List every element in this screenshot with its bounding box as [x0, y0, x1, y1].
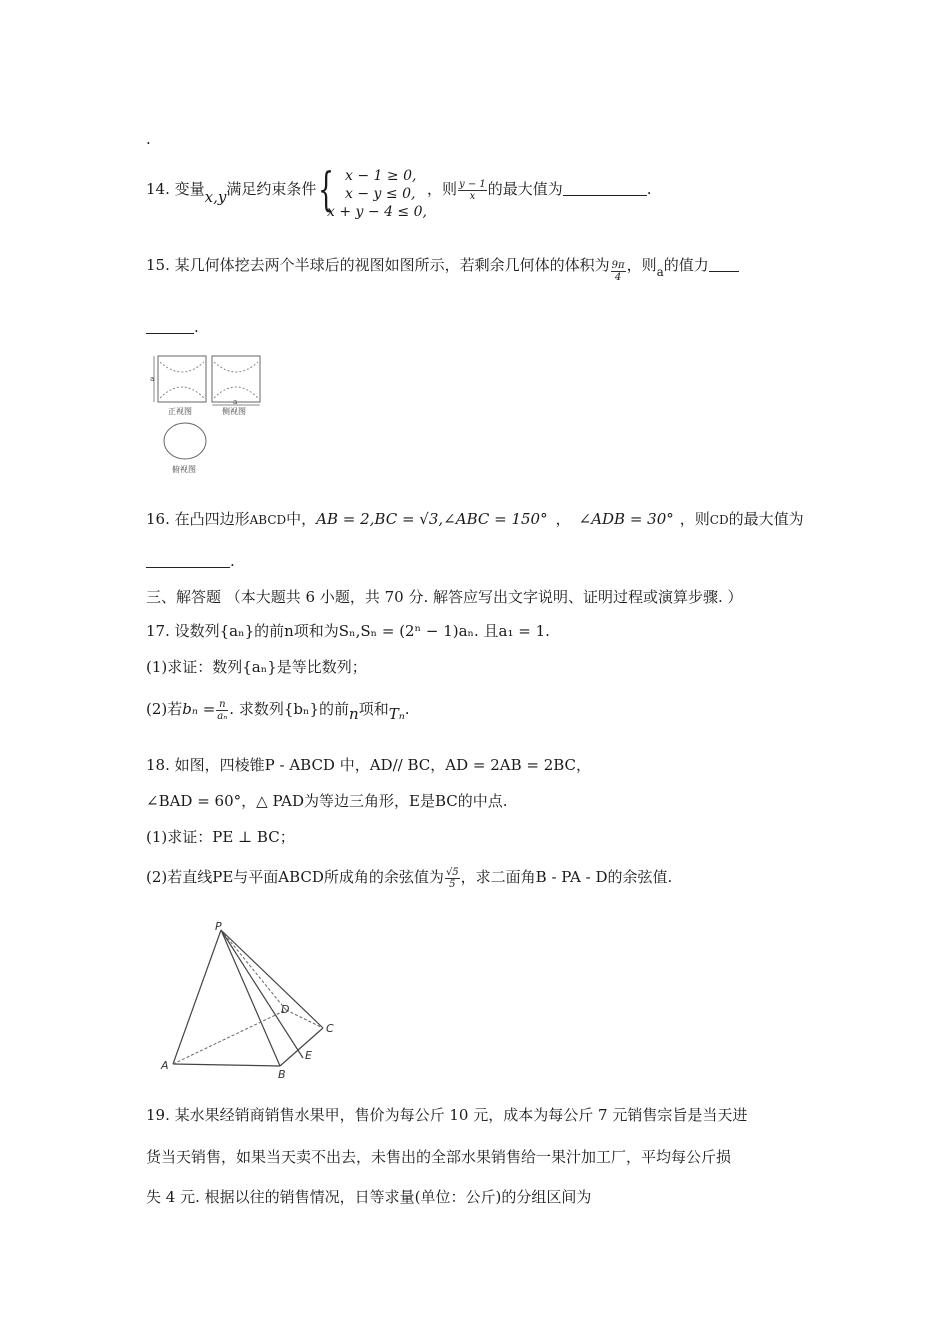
vertex-p-label: P [215, 920, 222, 933]
q14-constraint-2: x − y ≤ 0, [345, 186, 416, 202]
q18-part-2 [146, 866, 672, 890]
q19-line-2: 货当天销售，如果当天卖不出去，未售出的全部水果销售给一果汁加工厂，平均每公斤损 [146, 1148, 732, 1166]
q18-part-1: (1)求证：PE ⊥ BC； [146, 828, 295, 846]
q14-max-label: 的最大值为 [487, 180, 563, 198]
q14-end: . [646, 180, 652, 198]
q18-frac-den: 5 [449, 878, 456, 890]
front-view [150, 356, 206, 416]
q16-end: . [230, 552, 235, 570]
q15-text-3: 的值力 [663, 256, 709, 274]
vertex-d-label: D [281, 1003, 290, 1016]
q16-sep: ， [555, 510, 571, 528]
question-17: 17. 设数列{aₙ}的前n项和为Sₙ,Sₙ = (2ⁿ − 1)aₙ. 且a₁ = 1. [146, 622, 550, 640]
q14-then: ，则 [427, 180, 458, 198]
vertex-c-label: C [326, 1022, 334, 1035]
q17-part-2-c: 项和 [358, 700, 389, 718]
q14-frac-den: x [469, 190, 476, 202]
q17-fraction [216, 699, 228, 722]
q17-frac-num: n [216, 699, 228, 711]
q15-end: . [194, 318, 199, 336]
question-16 [146, 508, 804, 531]
q16-condition: AB = 2,BC = √3,∠ABC = 150° [316, 510, 548, 528]
question-19: 19. 某水果经销商销售水果甲，售价为每公斤 10 元，成本为每公斤 7 元销售宗旨是当天进 [146, 1106, 748, 1124]
q14-answer-blank[interactable] [563, 181, 647, 196]
q15-text-2: ，则 [626, 256, 657, 274]
q14-tail [427, 178, 652, 202]
q16-text-1: 16. 在凸四边形 [146, 510, 250, 528]
q14-vars: x,y [204, 188, 227, 206]
q15-frac-num: 9π [611, 260, 625, 271]
q14-condition-label: 满足约束条件 [226, 180, 317, 198]
q16-text-4: 的最大值为 [728, 510, 804, 528]
q18-part-2-b: ，求二面角B - PA - D的余弦值. [460, 868, 673, 886]
stray-dot: . [146, 130, 151, 148]
q14-brace: { [318, 162, 335, 216]
side-view-label: 侧视图 [222, 407, 246, 416]
q14-fraction [458, 179, 487, 202]
top-view-label: 俯视图 [172, 465, 196, 474]
point-e-label: E [305, 1049, 312, 1062]
q17-bn: bₙ = [182, 700, 216, 718]
front-dim-a: a [150, 375, 155, 383]
side-dim-a: a [233, 398, 238, 406]
q14-constraint-3: x + y − 4 ≤ 0, [327, 204, 427, 220]
q15-answer-blank-b[interactable] [146, 319, 194, 334]
q15-answer-blank-a[interactable] [709, 257, 739, 272]
q16-condition-2: ∠ADB = 30° [578, 510, 674, 528]
q16-line-2 [146, 550, 235, 572]
q17-part-2-b: . 求数列{bₙ}的前 [229, 700, 350, 718]
front-view-label: 正视图 [168, 407, 192, 416]
q16-text-2: 中， [286, 510, 317, 528]
side-view [212, 356, 260, 416]
q16-cd: CD [709, 513, 729, 527]
q16-abcd: ABCD [249, 513, 287, 527]
vertex-b-label: B [278, 1068, 286, 1080]
q15-text-1: 15. 某几何体挖去两个半球后的视图如图所示，若剩余几何体的体积为 [146, 256, 610, 274]
question-18: 18. 如图，四棱锥P - ABCD 中，AD// BC，AD = 2AB = 2BC， [146, 756, 592, 774]
q14-number: 14. 变量 [146, 180, 205, 198]
q15-line-2 [146, 316, 199, 338]
question-14 [146, 178, 317, 206]
top-view [164, 423, 206, 474]
q17-part-2 [146, 698, 410, 722]
q18-line-2: ∠BAD = 60°，△ PAD为等边三角形，E是BC的中点. [146, 792, 508, 810]
q18-frac-num: √5 [445, 866, 459, 878]
section-3-heading: 三、解答题 （本大题共 6 小题，共 70 分. 解答应写出文字说明、证明过程或演算步骤. ） [146, 588, 743, 606]
q18-fraction [445, 867, 460, 890]
q17-tn: Tₙ [388, 705, 405, 723]
q19-line-3: 失 4 元. 根据以往的销售情况，日等求量(单位：公斤)的分组区间为 [146, 1188, 592, 1206]
q18-part-2-a: (2)若直线PE与平面ABCD所成角的余弦值为 [146, 868, 444, 886]
q14-frac-num: y − 1 [459, 178, 486, 190]
q17-part-2-a: (2)若 [146, 700, 183, 718]
vertex-a-label: A [161, 1059, 169, 1072]
q18-pyramid-figure [155, 918, 355, 1080]
q17-n: n [349, 705, 359, 723]
q15-var-a: a [656, 265, 664, 279]
q17-part-1: (1)求证：数列{aₙ}是等比数列； [146, 658, 367, 676]
q15-fraction [611, 260, 626, 283]
q15-frac-den: 4 [614, 272, 622, 283]
q14-constraint-1: x − 1 ≥ 0, [345, 168, 417, 184]
q17-end: . [404, 700, 410, 718]
question-15 [146, 254, 739, 283]
q14-constraints [327, 167, 427, 221]
q15-three-view-figure [150, 352, 270, 477]
q16-text-3: ，则 [679, 510, 710, 528]
q17-frac-den: aₙ [217, 710, 228, 722]
q16-answer-blank[interactable] [146, 553, 230, 568]
